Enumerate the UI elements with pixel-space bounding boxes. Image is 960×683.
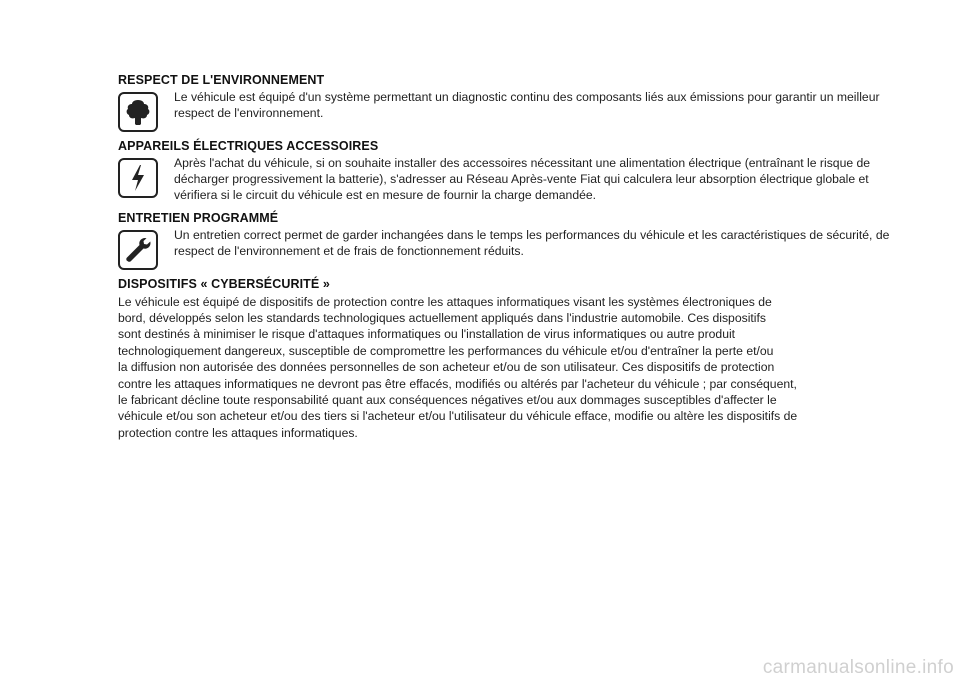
- section-electrical-accessories: [118, 138, 908, 204]
- paragraph-line: bord, développés selon les standards technologiques actuellement appliqués dans l'industrie automobile. Ces dispositifs: [118, 311, 766, 326]
- document-page: [118, 72, 908, 447]
- paragraph-line: technologiquement dangereux, susceptible de compromettre les performances du véhicule et/ou d'entraîner la perte et/ou: [118, 343, 774, 358]
- paragraph-line: Le véhicule est équipé de dispositifs de protection contre les attaques informatiques visant les systèmes électroniques de: [118, 294, 772, 309]
- wrench-icon: [118, 230, 158, 270]
- section-title: DISPOSITIFS « CYBERSÉCURITÉ »: [118, 276, 330, 291]
- section-cybersecurity: [118, 276, 908, 442]
- paragraph-line: sont destinés à minimiser le risque d'attaques informatiques ou l'installation de virus informatiques ou autre produit: [118, 327, 736, 342]
- section-scheduled-maintenance: [118, 210, 908, 270]
- paragraph-line: la diffusion non autorisée des données personnelles de son acheteur et/ou de son utilisateur. Ces dispositifs de protection: [118, 360, 775, 375]
- section-text: Le véhicule est équipé d'un système permettant un diagnostic continu des composants liés aux émissions pour garantir un meilleur respect de l'environnement.: [174, 90, 880, 121]
- section-environment: [118, 72, 908, 132]
- paragraph-line: le fabricant décline toute responsabilité quant aux conséquences négatives et/ou aux dommages susceptibles d'affecter le: [118, 393, 777, 408]
- section-text: Un entretien correct permet de garder inchangées dans le temps les performances du véhicule et les caractéristiques de sécurité, de respect de l'environnement et de frais de fonctionnement réduits.: [174, 227, 890, 258]
- lightning-bolt-icon: [118, 158, 158, 198]
- section-title: APPAREILS ÉLECTRIQUES ACCESSOIRES: [118, 139, 379, 153]
- section-text: Après l'achat du véhicule, si on souhaite installer des accessoires nécessitant une alimentation électrique (entraînant le risque de décharger progressivement la batterie), s'adresser au Réseau Après-vente Fiat qui calculera leur absorption électrique globale et vérifiera si le circuit du véhicule est en mesure de fournir la charge demandée.: [174, 156, 871, 203]
- section-title: ENTRETIEN PROGRAMMÉ: [118, 210, 279, 225]
- paragraph-line: contre les attaques informatiques ne devront pas être effacés, modifiés ou altérés par l'acheteur du véhicule ; par conséquent,: [118, 376, 797, 391]
- cybersecurity-paragraph: [118, 294, 908, 442]
- section-title: RESPECT DE L'ENVIRONNEMENT: [118, 73, 325, 87]
- watermark: carmanualsonline.info: [762, 657, 954, 678]
- tree-icon: [118, 92, 158, 132]
- paragraph-line: véhicule et/ou son acheteur et/ou des tiers si l'acheteur et/ou l'utilisateur du véhicule efface, modifie ou altère les dispositifs de: [118, 409, 798, 424]
- paragraph-line: protection contre les attaques informatiques.: [118, 425, 358, 440]
